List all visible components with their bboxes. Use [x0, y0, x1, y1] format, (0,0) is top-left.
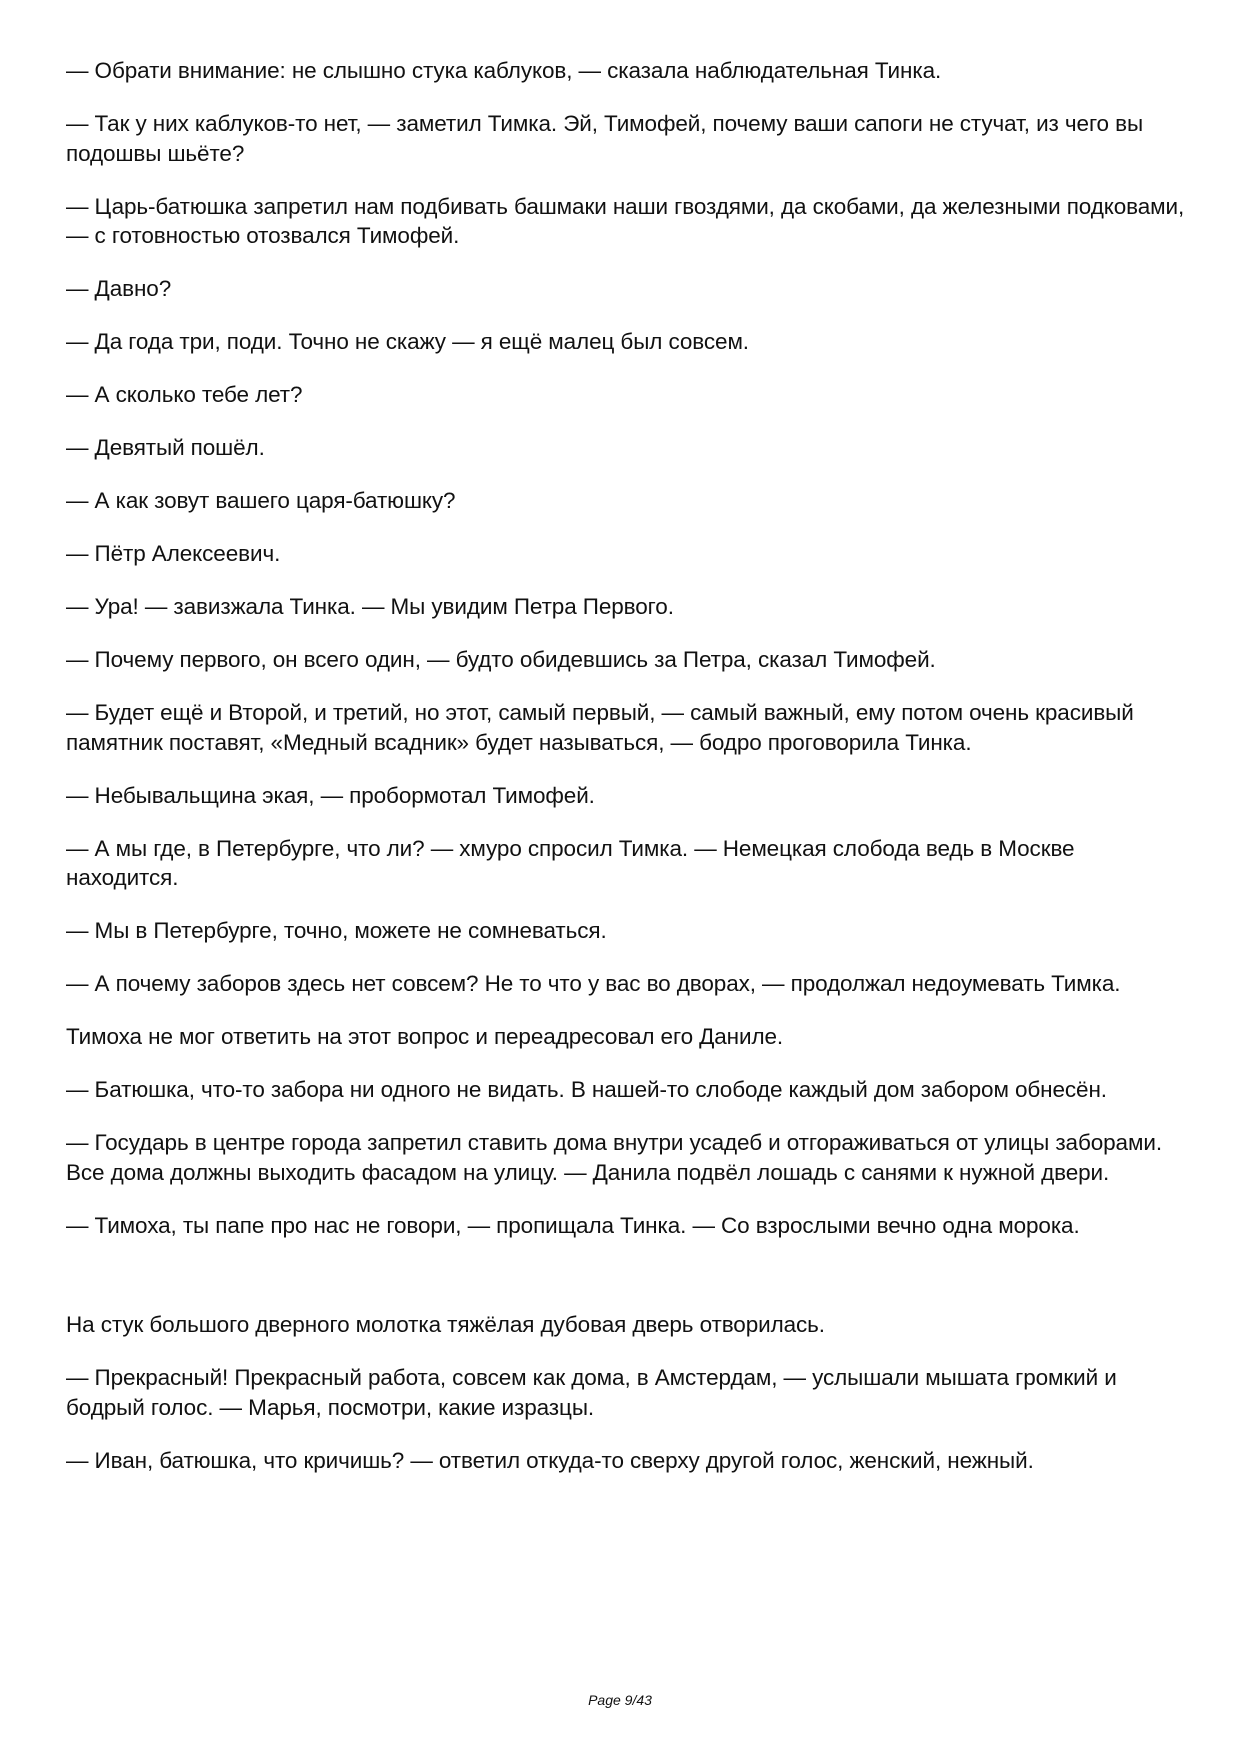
paragraph: — Будет ещё и Второй, и третий, но этот, самый первый, — самый важный, ему потом очень красивый памятник поставят, «Медный всадник» будет называться, — бодро проговорила Тинка. — [66, 700, 1134, 755]
paragraph: — Мы в Петербурге, точно, можете не сомневаться. — [66, 918, 607, 943]
paragraph: — Да года три, поди. Точно не скажу — я ещё малец был совсем. — [66, 329, 749, 354]
paragraph: — Так у них каблуков-то нет, — заметил Тимка. Эй, Тимофей, почему ваши сапоги не стучат, из чего вы подошвы шьёте? — [66, 111, 1144, 166]
paragraph: — А сколько тебе лет? — [66, 382, 303, 407]
paragraph: — Прекрасный! Прекрасный работа, совсем как дома, в Амстердам, — услышали мышата громкий и бодрый голос. — Марья, посмотри, какие изразцы. — [66, 1365, 1117, 1420]
paragraph: — Тимоха, ты папе про нас не говори, — пропищала Тинка. — Со взрослыми вечно одна морока. — [66, 1212, 1080, 1238]
paragraph: — Небывальщина экая, — пробормотал Тимофей. — [66, 782, 595, 808]
paragraph: — Пётр Алексеевич. — [66, 541, 281, 566]
paragraph: — Царь-батюшка запретил нам подбивать башмаки наши гвоздями, да скобами, да железными подковами, — с готовностью отозвался Тимофей. — [66, 193, 1185, 248]
page-number: Page 9/43 — [588, 1692, 652, 1708]
paragraph: — Почему первого, он всего один, — будто обидевшись за Петра, сказал Тимофей. — [66, 647, 936, 672]
paragraph: — А мы где, в Петербурге, что ли? — хмуро спросил Тимка. — Немецкая слобода ведь в Москве находится. — [66, 835, 1075, 890]
paragraph: Тимоха не мог ответить на этот вопрос и переадресовал его Даниле. — [66, 1024, 784, 1049]
page-body — [66, 56, 1186, 1499]
paragraph: На стук большого дверного молотка тяжёлая дубовая дверь отворилась. — [66, 1312, 825, 1337]
paragraph: — Государь в центре города запретил ставить дома внутри усадеб и отгораживаться от улицы заборами. Все дома должны выходить фасадом на улицу. — Данила подвёл лошадь с санями к нужной двери. — [66, 1130, 1162, 1185]
paragraph: — Девятый пошёл. — [66, 435, 265, 460]
paragraph: — А почему заборов здесь нет совсем? Не то что у вас во дворах, — продолжал недоумевать Тимка. — [66, 971, 1121, 996]
paragraph: — А как зовут вашего царя-батюшку? — [66, 488, 456, 513]
paragraph: — Обрати внимание: не слышно стука каблуков, — сказала наблюдательная Тинка. — [66, 58, 942, 83]
paragraph: — Батюшка, что-то забора ни одного не видать. В нашей-то слободе каждый дом забором обнесён. — [66, 1077, 1107, 1102]
paragraph: — Ура! — завизжала Тинка. — Мы увидим Петра Первого. — [66, 594, 674, 619]
paragraph: — Давно? — [66, 276, 172, 301]
paragraph: — Иван, батюшка, что кричишь? — ответил откуда-то сверху другой голос, женский, нежный. — [66, 1447, 1034, 1473]
